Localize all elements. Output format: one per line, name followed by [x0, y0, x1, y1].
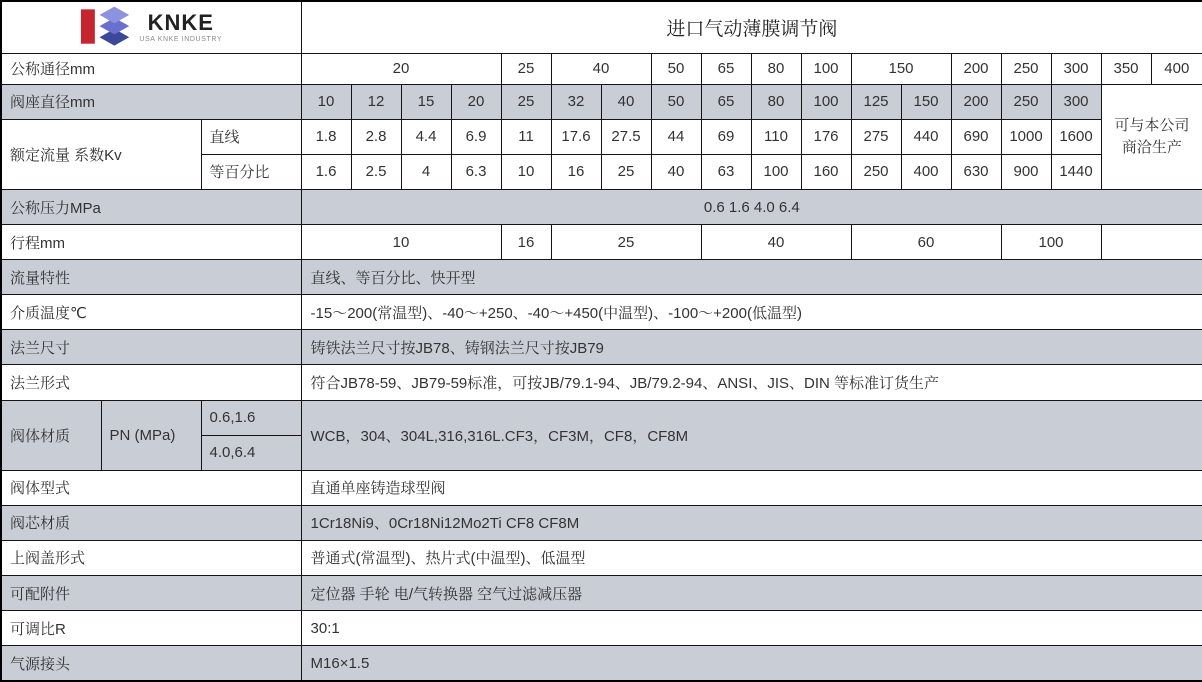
temp-value: -15～200(常温型)、-40～+250、-40～+450(中温型)、-100～+200(低温型): [301, 295, 1202, 330]
kve-12: 400: [901, 154, 951, 189]
dn-cell-10: 300: [1051, 53, 1101, 84]
seat-cell-7: 50: [651, 84, 701, 119]
kve-7: 40: [651, 154, 701, 189]
kve-4: 10: [501, 154, 551, 189]
row-bonnet: [1, 540, 1202, 575]
kvl-0: 1.8: [301, 119, 351, 154]
body-material-value: WCB，304、304L,316,316L.CF3，CF3M，CF8，CF8M: [301, 400, 1202, 470]
kve-6: 25: [601, 154, 651, 189]
air-connector-value: M16×1.5: [301, 646, 1202, 681]
dn-cell-1: 25: [501, 53, 551, 84]
dn-cell-0: 20: [301, 53, 501, 84]
seat-cell-5: 32: [551, 84, 601, 119]
seat-cell-6: 40: [601, 84, 651, 119]
kve-5: 16: [551, 154, 601, 189]
bonnet-label: 上阀盖形式: [1, 540, 301, 575]
row-air-connector: [1, 646, 1202, 681]
seat-cell-2: 15: [401, 84, 451, 119]
row-flow-char: [1, 260, 1202, 295]
stroke-label: 行程mm: [1, 225, 301, 260]
row-body-material-1: [1, 400, 1202, 435]
flange-form-label: 法兰形式: [1, 365, 301, 400]
stroke-cell-3: 40: [701, 225, 851, 260]
pn-low: 0.6,1.6: [201, 400, 301, 435]
dn-cell-4: 65: [701, 53, 751, 84]
trim-material-value: 1Cr18Ni9、0Cr18Ni12Mo2Ti CF8 CF8M: [301, 505, 1202, 540]
dn-cell-9: 250: [1001, 53, 1051, 84]
kve-15: 1440: [1051, 154, 1101, 189]
row-pressure: [1, 190, 1202, 225]
row-body-type: [1, 470, 1202, 505]
kvl-5: 17.6: [551, 119, 601, 154]
seat-cell-8: 65: [701, 84, 751, 119]
flange-form-value: 符合JB78-59、JB79-59标准，可按JB/79.1-94、JB/79.2-94、ANSI、JIS、DIN 等标准订货生产: [301, 365, 1202, 400]
ratio-label: 可调比R: [1, 611, 301, 646]
kvl-11: 275: [851, 119, 901, 154]
kve-0: 1.6: [301, 154, 351, 189]
kvl-10: 176: [801, 119, 851, 154]
body-type-label: 阀体型式: [1, 470, 301, 505]
kve-8: 63: [701, 154, 751, 189]
row-nominal-diameter: [1, 53, 1202, 84]
seat-cell-1: 12: [351, 84, 401, 119]
brand-logo: [2, 4, 301, 50]
ratio-value: 30:1: [301, 611, 1202, 646]
kve-10: 160: [801, 154, 851, 189]
seat-cell-13: 200: [951, 84, 1001, 119]
row-temp: [1, 295, 1202, 330]
row-stroke: [1, 225, 1202, 260]
seat-cell-3: 20: [451, 84, 501, 119]
row-trim-material: [1, 505, 1202, 540]
brand-text: [139, 9, 223, 43]
kve-2: 4: [401, 154, 451, 189]
kve-11: 250: [851, 154, 901, 189]
kve-1: 2.5: [351, 154, 401, 189]
dn-cell-7: 150: [851, 53, 951, 84]
pn-label: PN (MPa): [101, 400, 201, 470]
seat-cell-9: 80: [751, 84, 801, 119]
row-accessories: [1, 576, 1202, 611]
flange-size-label: 法兰尺寸: [1, 330, 301, 365]
kvl-6: 27.5: [601, 119, 651, 154]
negotiable-note: [1101, 84, 1202, 189]
header-row: [1, 1, 1202, 53]
seat-label: 阀座直径mm: [1, 84, 301, 119]
accessories-label: 可配附件: [1, 576, 301, 611]
kvl-13: 690: [951, 119, 1001, 154]
pn-high: 4.0,6.4: [201, 435, 301, 470]
kvl-1: 2.8: [351, 119, 401, 154]
stroke-cell-5: 100: [1001, 225, 1101, 260]
stroke-cell-0: 10: [301, 225, 501, 260]
kv-label: 额定流量 系数Kv: [1, 119, 201, 189]
trim-material-label: 阀芯材质: [1, 505, 301, 540]
kvl-9: 110: [751, 119, 801, 154]
kve-14: 900: [1001, 154, 1051, 189]
seat-cell-12: 150: [901, 84, 951, 119]
flow-char-label: 流量特性: [1, 260, 301, 295]
kvl-3: 6.9: [451, 119, 501, 154]
dn-cell-11: 350: [1101, 53, 1151, 84]
kve-3: 6.3: [451, 154, 501, 189]
seat-cell-4: 25: [501, 84, 551, 119]
kvl-8: 69: [701, 119, 751, 154]
kvl-15: 1600: [1051, 119, 1101, 154]
accessories-value: 定位器 手轮 电/气转换器 空气过滤减压器: [301, 576, 1202, 611]
dn-cell-5: 80: [751, 53, 801, 84]
kvl-14: 1000: [1001, 119, 1051, 154]
note-line1: 可与本公司: [1114, 117, 1190, 135]
temp-label: 介质温度℃: [1, 295, 301, 330]
seat-cell-11: 125: [851, 84, 901, 119]
kvl-12: 440: [901, 119, 951, 154]
stroke-cell-1: 16: [501, 225, 551, 260]
stroke-cell-2: 25: [551, 225, 701, 260]
note-line2: 商洽生产: [1121, 138, 1182, 156]
row-ratio: [1, 611, 1202, 646]
dn-cell-12: 400: [1151, 53, 1202, 84]
row-seat-diameter: [1, 84, 1202, 119]
seat-cell-14: 250: [1001, 84, 1051, 119]
flange-size-value: 铸铁法兰尺寸按JB78、铸钢法兰尺寸按JB79: [301, 330, 1202, 365]
bonnet-value: 普通式(常温型)、热片式(中温型)、低温型: [301, 540, 1202, 575]
dn-cell-8: 200: [951, 53, 1001, 84]
logo-cell: [1, 1, 301, 53]
stroke-cell-4: 60: [851, 225, 1001, 260]
kv-linear-label: 直线: [201, 119, 301, 154]
row-flange-form: [1, 365, 1202, 400]
knke-layers-icon: [80, 4, 132, 50]
kv-equal-label: 等百分比: [201, 154, 301, 189]
kvl-7: 44: [651, 119, 701, 154]
pressure-value: 0.6 1.6 4.0 6.4: [301, 190, 1202, 225]
page-title: 进口气动薄膜调节阀: [301, 1, 1202, 53]
kve-9: 100: [751, 154, 801, 189]
brand-name: KNKE: [147, 9, 214, 35]
dn-label: 公称通径mm: [1, 53, 301, 84]
body-type-value: 直通单座铸造球型阀: [301, 470, 1202, 505]
dn-cell-6: 100: [801, 53, 851, 84]
stroke-cell-empty: [1101, 225, 1202, 260]
dn-cell-3: 50: [651, 53, 701, 84]
kve-13: 630: [951, 154, 1001, 189]
air-connector-label: 气源接头: [1, 646, 301, 681]
dn-cell-2: 40: [551, 53, 651, 84]
row-flange-size: [1, 330, 1202, 365]
row-kv-linear: [1, 119, 1202, 154]
brand-tagline: USA KNKE INDUSTRY: [139, 35, 223, 43]
seat-cell-0: 10: [301, 84, 351, 119]
body-material-label: 阀体材质: [1, 400, 101, 470]
flow-char-value: 直线、等百分比、快开型: [301, 260, 1202, 295]
kvl-2: 4.4: [401, 119, 451, 154]
seat-cell-10: 100: [801, 84, 851, 119]
kvl-4: 11: [501, 119, 551, 154]
seat-cell-15: 300: [1051, 84, 1101, 119]
pressure-label: 公称压力MPa: [1, 190, 301, 225]
